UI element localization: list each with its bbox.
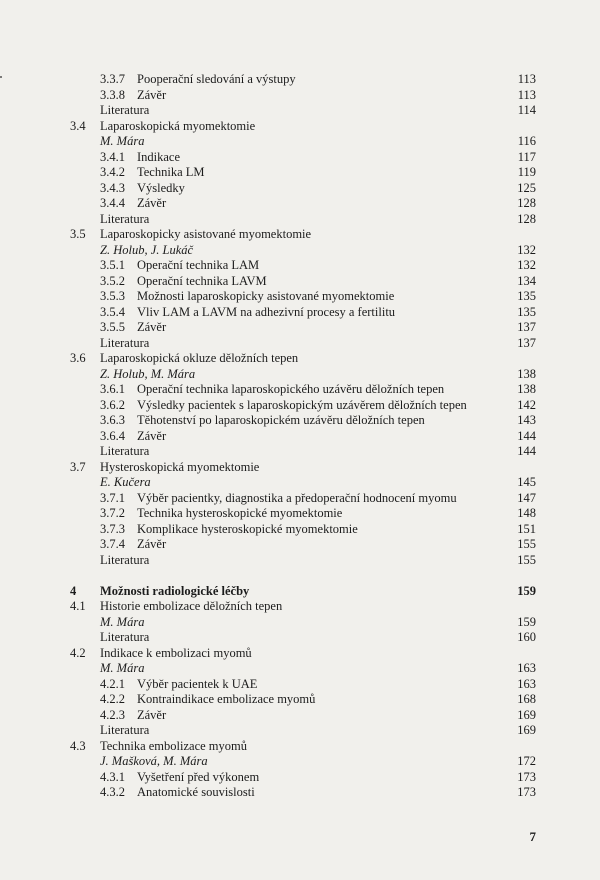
- toc-entry-title: Laparoskopicky asistované myomektomie: [100, 227, 312, 241]
- toc-entry-page: 134: [517, 273, 536, 288]
- toc-entry-page: 151: [517, 521, 536, 536]
- toc-entry-page: 113: [517, 72, 536, 86]
- toc-entry-title: Laparoskopická myomektomie: [100, 118, 256, 133]
- toc-entry-author: J. Mašková, M. Mára: [100, 754, 208, 768]
- toc-entry: [0, 537, 600, 553]
- toc-entry: [0, 181, 600, 197]
- toc-entry-title: Kontraindikace embolizace myomů: [137, 692, 316, 706]
- toc-entry: [0, 429, 600, 445]
- toc-entry-number: 3.4.1: [100, 149, 125, 164]
- toc-entry-title: Technika embolizace myomů: [100, 738, 247, 753]
- toc-entry-number: 3.5.1: [100, 258, 125, 272]
- toc-entry: [0, 661, 600, 677]
- toc-entry-number: 3.5.5: [100, 320, 125, 334]
- toc-entry-title: Technika LM: [137, 165, 205, 179]
- toc-entry-number: 4: [70, 583, 77, 598]
- toc-entry: [0, 382, 600, 398]
- toc-entry-page: 163: [517, 661, 536, 675]
- toc-entry: [0, 103, 600, 119]
- page-number: 7: [529, 829, 536, 844]
- toc-entry-number: 3.7.2: [100, 506, 125, 520]
- toc-entry: [0, 351, 600, 367]
- toc-entry: [0, 708, 600, 724]
- toc-entry: [0, 243, 600, 259]
- toc-entry-title: Operační technika laparoskopického uzávěru děložních tepen: [137, 382, 445, 396]
- toc-entry-title: Operační technika LAVM: [137, 273, 267, 288]
- toc-entry-page: 144: [517, 428, 536, 443]
- toc-entry-author: M. Mára: [100, 614, 145, 629]
- toc-entry: [0, 119, 600, 135]
- toc-entry-page: 145: [517, 475, 536, 489]
- toc-entry-number: 3.5.2: [100, 273, 125, 288]
- toc-entry: [0, 584, 600, 600]
- toc-entry-page: 132: [517, 258, 536, 272]
- toc-entry-number: 4.2: [70, 645, 86, 660]
- toc-entry-number: 3.4: [70, 118, 86, 133]
- toc-entry: [0, 491, 600, 507]
- toc-entry-page: 125: [517, 180, 536, 195]
- toc-entry-number: 3.4.4: [100, 196, 125, 210]
- toc-entry: [0, 196, 600, 212]
- toc-entry-title: Vliv LAM a LAVM na adhezivní procesy a fertilitu: [137, 304, 396, 319]
- toc-entry: [0, 630, 600, 646]
- toc-entry-page: 168: [517, 692, 536, 706]
- toc-entry-page: 169: [517, 723, 536, 737]
- toc-entry-page: 173: [517, 785, 536, 799]
- toc-entry: [0, 72, 600, 88]
- toc-entry-title: Literatura: [100, 335, 150, 350]
- toc-entry: [0, 227, 600, 243]
- toc-entry-page: 132: [517, 242, 536, 257]
- toc-entry-author: Z. Holub, J. Lukáč: [100, 242, 194, 257]
- toc-entry-page: 144: [517, 444, 536, 458]
- toc-entry: [0, 134, 600, 150]
- toc-entry-number: 4.2.2: [100, 692, 125, 706]
- toc-entry: [0, 677, 600, 693]
- toc-entry-page: 137: [517, 335, 536, 350]
- toc-entry-number: 3.4.2: [100, 165, 125, 179]
- toc-entry-title: Pooperační sledování a výstupy: [137, 72, 296, 86]
- toc-entry: [0, 336, 600, 352]
- toc-entry-title: Anatomické souvislosti: [137, 785, 255, 799]
- toc-entry-title: Operační technika LAM: [137, 258, 260, 272]
- toc-entry-title: Možnosti laparoskopicky asistované myomektomie: [137, 289, 395, 303]
- toc-entry-page: 128: [517, 196, 536, 210]
- toc-entry-author: M. Mára: [100, 661, 145, 675]
- toc-entry: [0, 785, 600, 801]
- table-of-contents: [0, 72, 600, 801]
- toc-entry-number: 3.5: [70, 227, 86, 241]
- toc-entry-title: Literatura: [100, 444, 150, 458]
- toc-entry: [0, 165, 600, 181]
- toc-entry-title: Vyšetření před výkonem: [137, 769, 260, 784]
- toc-entry-page: 148: [517, 506, 536, 520]
- toc-entry: [0, 289, 600, 305]
- toc-entry-number: 4.2.3: [100, 707, 125, 722]
- toc-entry-number: 3.7.4: [100, 537, 125, 551]
- toc-entry: [0, 506, 600, 522]
- toc-entry-title: Literatura: [100, 723, 150, 737]
- toc-entry: [0, 692, 600, 708]
- toc-entry-title: Laparoskopická okluze děložních tepen: [100, 351, 299, 365]
- toc-entry: [0, 739, 600, 755]
- toc-entry: [0, 553, 600, 569]
- toc-entry-title: Závěr: [137, 707, 167, 722]
- toc-entry-page: 143: [517, 413, 536, 427]
- toc-entry-page: 128: [517, 211, 536, 226]
- toc-entry-number: 3.4.3: [100, 180, 125, 195]
- toc-entry: [0, 723, 600, 739]
- toc-entry-title: Komplikace hysteroskopické myomektomie: [137, 521, 358, 536]
- toc-entry-number: 3.7.3: [100, 521, 125, 536]
- toc-entry-page: 142: [517, 397, 536, 412]
- toc-entry-author: E. Kučera: [100, 475, 151, 489]
- toc-entry-page: 173: [517, 769, 536, 784]
- toc-entry-page: 159: [517, 583, 536, 598]
- toc-entry-page: 135: [517, 304, 536, 319]
- toc-entry-title: Závěr: [137, 428, 167, 443]
- toc-entry-number: 3.5.4: [100, 304, 125, 319]
- toc-entry-title: Indikace k embolizaci myomů: [100, 645, 252, 660]
- toc-entry-title: Výběr pacientky, diagnostika a předoperační hodnocení myomu: [137, 490, 457, 505]
- toc-entry-title: Těhotenství po laparoskopickém uzávěru děložních tepen: [137, 413, 425, 427]
- toc-entry-page: 113: [517, 87, 536, 102]
- toc-entry: [0, 274, 600, 290]
- toc-entry-page: 119: [517, 165, 536, 179]
- toc-entry-title: Literatura: [100, 630, 150, 644]
- toc-entry-number: 4.2.1: [100, 676, 125, 691]
- toc-entry-page: 160: [517, 630, 536, 644]
- toc-entry: [0, 599, 600, 615]
- toc-entry-number: 3.3.8: [100, 87, 125, 102]
- toc-entry-number: 3.5.3: [100, 289, 125, 303]
- toc-entry-title: Závěr: [137, 87, 167, 102]
- toc-entry-number: 3.6.3: [100, 413, 125, 427]
- toc-entry-page: 114: [517, 103, 536, 117]
- toc-entry: [0, 258, 600, 274]
- toc-entry: [0, 615, 600, 631]
- toc-entry-page: 117: [517, 149, 536, 164]
- toc-entry-page: 137: [517, 320, 536, 334]
- toc-entry-page: 116: [517, 134, 536, 148]
- toc-entry-number: 3.6: [70, 351, 86, 365]
- toc-entry: [0, 367, 600, 383]
- toc-entry-title: Závěr: [137, 196, 167, 210]
- toc-entry-page: 169: [517, 707, 536, 722]
- toc-entry-page: 138: [517, 366, 536, 381]
- toc-entry: [0, 413, 600, 429]
- toc-entry: [0, 770, 600, 786]
- toc-entry: [0, 475, 600, 491]
- toc-entry: [0, 522, 600, 538]
- toc-entry-page: 155: [517, 552, 536, 567]
- toc-entry-title: Možnosti radiologické léčby: [100, 583, 250, 598]
- toc-entry-number: 4.3: [70, 738, 86, 753]
- toc-entry: [0, 398, 600, 414]
- toc-entry-title: Literatura: [100, 552, 150, 567]
- toc-entry-page: 155: [517, 537, 536, 551]
- toc-entry-page: 172: [517, 754, 536, 768]
- toc-entry-page: 147: [517, 490, 536, 505]
- toc-entry-title: Výběr pacientek k UAE: [137, 676, 258, 691]
- toc-entry-title: Historie embolizace děložních tepen: [100, 599, 283, 613]
- toc-entry: [0, 320, 600, 336]
- toc-entry-number: 3.6.4: [100, 428, 125, 443]
- toc-entry-number: 3.7.1: [100, 490, 125, 505]
- toc-entry-number: 3.7: [70, 459, 86, 474]
- toc-entry-title: Závěr: [137, 537, 167, 551]
- toc-entry-number: 3.6.1: [100, 382, 125, 396]
- toc-entry: [0, 646, 600, 662]
- toc-entry: [0, 444, 600, 460]
- toc-entry-title: Výsledky pacientek s laparoskopickým uzávěrem děložních tepen: [137, 397, 467, 412]
- toc-entry-number: 4.3.1: [100, 769, 125, 784]
- toc-entry-page: 138: [517, 382, 536, 396]
- toc-entry: [0, 150, 600, 166]
- toc-entry-number: 3.3.7: [100, 72, 125, 86]
- toc-entry-number: 4.1: [70, 599, 86, 613]
- toc-entry-title: Technika hysteroskopické myomektomie: [137, 506, 343, 520]
- toc-entry: [0, 305, 600, 321]
- toc-entry-title: Závěr: [137, 320, 167, 334]
- toc-entry-title: Literatura: [100, 211, 150, 226]
- toc-entry-author: M. Mára: [100, 134, 145, 148]
- toc-entry-title: Literatura: [100, 103, 150, 117]
- toc-entry: [0, 460, 600, 476]
- toc-entry-number: 4.3.2: [100, 785, 125, 799]
- toc-entry: [0, 568, 600, 584]
- toc-entry: [0, 212, 600, 228]
- toc-entry: [0, 754, 600, 770]
- toc-entry-title: Hysteroskopická myomektomie: [100, 459, 260, 474]
- toc-entry-number: 3.6.2: [100, 397, 125, 412]
- toc-entry-page: 135: [517, 289, 536, 303]
- toc-entry: [0, 88, 600, 104]
- toc-entry-page: 159: [517, 614, 536, 629]
- toc-entry-page: 163: [517, 676, 536, 691]
- toc-entry-title: Indikace: [137, 149, 181, 164]
- toc-entry-author: Z. Holub, M. Mára: [100, 366, 196, 381]
- toc-entry-title: Výsledky: [137, 180, 185, 195]
